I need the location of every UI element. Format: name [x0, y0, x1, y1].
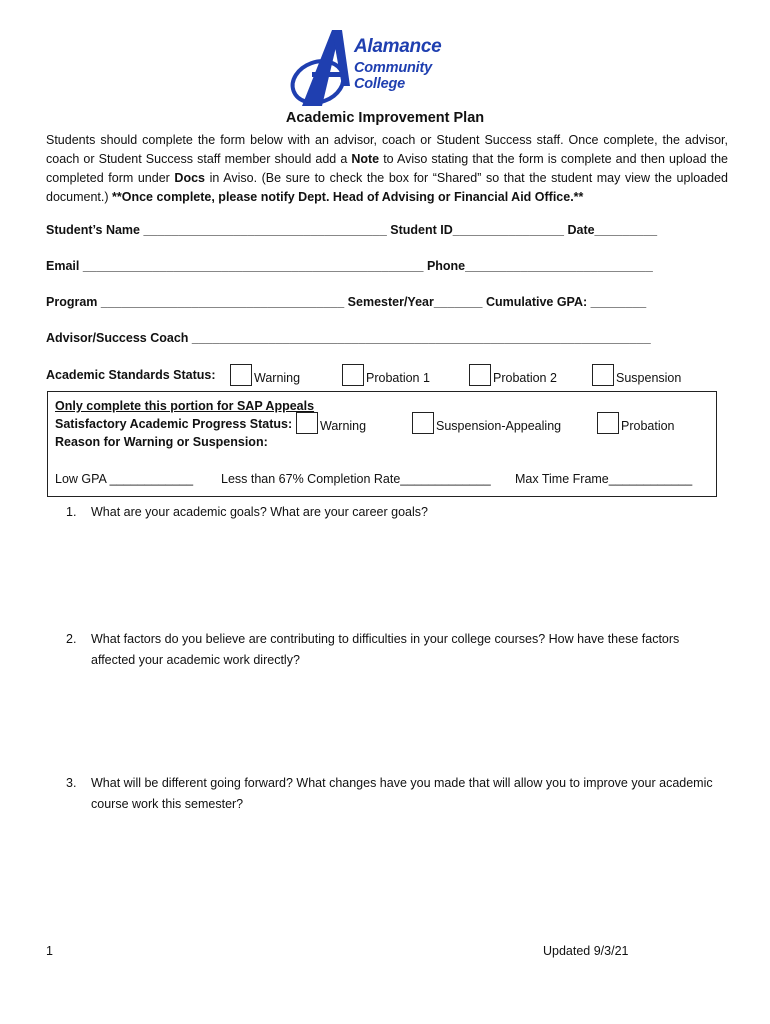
intro-docs: Docs [174, 171, 205, 185]
contact-row[interactable]: Email _________________________________________________ Phone___________________________ [46, 259, 653, 273]
updated-date: Updated 9/3/21 [543, 944, 629, 958]
academic-standards-label: Academic Standards Status: [46, 368, 216, 382]
standards-option-suspension[interactable]: Suspension [592, 364, 681, 386]
intro-emphasis: **Once complete, please notify Dept. Head of Advising or Financial Aid Office.** [112, 190, 584, 204]
checkbox[interactable] [342, 364, 364, 386]
checkbox[interactable] [296, 412, 318, 434]
page-number: 1 [46, 944, 53, 958]
standards-option-probation-2[interactable]: Probation 2 [469, 364, 557, 386]
question-text: What factors do you believe are contributing to difficulties in your college courses? How have these factors affected your academic work directly? [91, 632, 680, 667]
standards-option-warning[interactable]: Warning [230, 364, 300, 386]
sap-option-probation[interactable]: Probation [597, 412, 675, 434]
sap-option-suspension-appealing[interactable]: Suspension-Appealing [412, 412, 561, 434]
intro-text-3: in Aviso. (Be sure to check the box for “Shared” so that the student may view the uploaded document.) [46, 171, 728, 204]
question-number: 3. [66, 776, 77, 790]
program-row[interactable]: Program ___________________________________ Semester/Year_______ Cumulative GPA: ________ [46, 295, 647, 309]
checkbox[interactable] [597, 412, 619, 434]
intro-text-2: to Aviso stating that the form is complete and then upload the completed form under [46, 152, 728, 185]
student-info-row[interactable]: Student’s Name ___________________________________ Student ID________________ Date_________ [46, 223, 658, 237]
intro-text-1: Students should complete the form below with an advisor, coach or Student Success staff. Once complete, the advisor, coach or Student Success staff member should add a [46, 133, 728, 166]
question-3 [66, 773, 716, 817]
logo-name-line1: Alamance [354, 36, 442, 57]
question-text: What will be different going forward? What changes have you made that will allow you to improve your academic course work this semester? [91, 776, 713, 811]
standards-option-probation-1[interactable]: Probation 1 [342, 364, 430, 386]
advisor-row[interactable]: Advisor/Success Coach __________________________________________________________________ [46, 331, 651, 345]
intro-note: Note [351, 152, 380, 166]
reason-max-time-frame[interactable]: Max Time Frame____________ [515, 472, 693, 486]
sap-heading: Only complete this portion for SAP Appeals [55, 399, 315, 413]
question-text: What are your academic goals? What are your career goals? [91, 505, 428, 519]
checkbox[interactable] [469, 364, 491, 386]
college-logo [288, 26, 478, 110]
checkbox[interactable] [412, 412, 434, 434]
question-number: 2. [66, 632, 77, 646]
question-number: 1. [66, 505, 77, 519]
checkbox[interactable] [592, 364, 614, 386]
question-2 [66, 629, 716, 673]
checkbox[interactable] [230, 364, 252, 386]
sap-reason-label: Reason for Warning or Suspension: [55, 435, 268, 449]
sap-status-label: Satisfactory Academic Progress Status: [55, 417, 293, 431]
question-1 [66, 502, 716, 546]
intro-paragraph [46, 131, 728, 207]
logo-name-line2: Community College [354, 60, 432, 92]
reason-low-gpa[interactable]: Low GPA ____________ [55, 472, 194, 486]
reason-completion-rate[interactable]: Less than 67% Completion Rate_____________ [221, 472, 491, 486]
page-title: Academic Improvement Plan [285, 110, 485, 126]
sap-option-warning[interactable]: Warning [296, 412, 366, 434]
